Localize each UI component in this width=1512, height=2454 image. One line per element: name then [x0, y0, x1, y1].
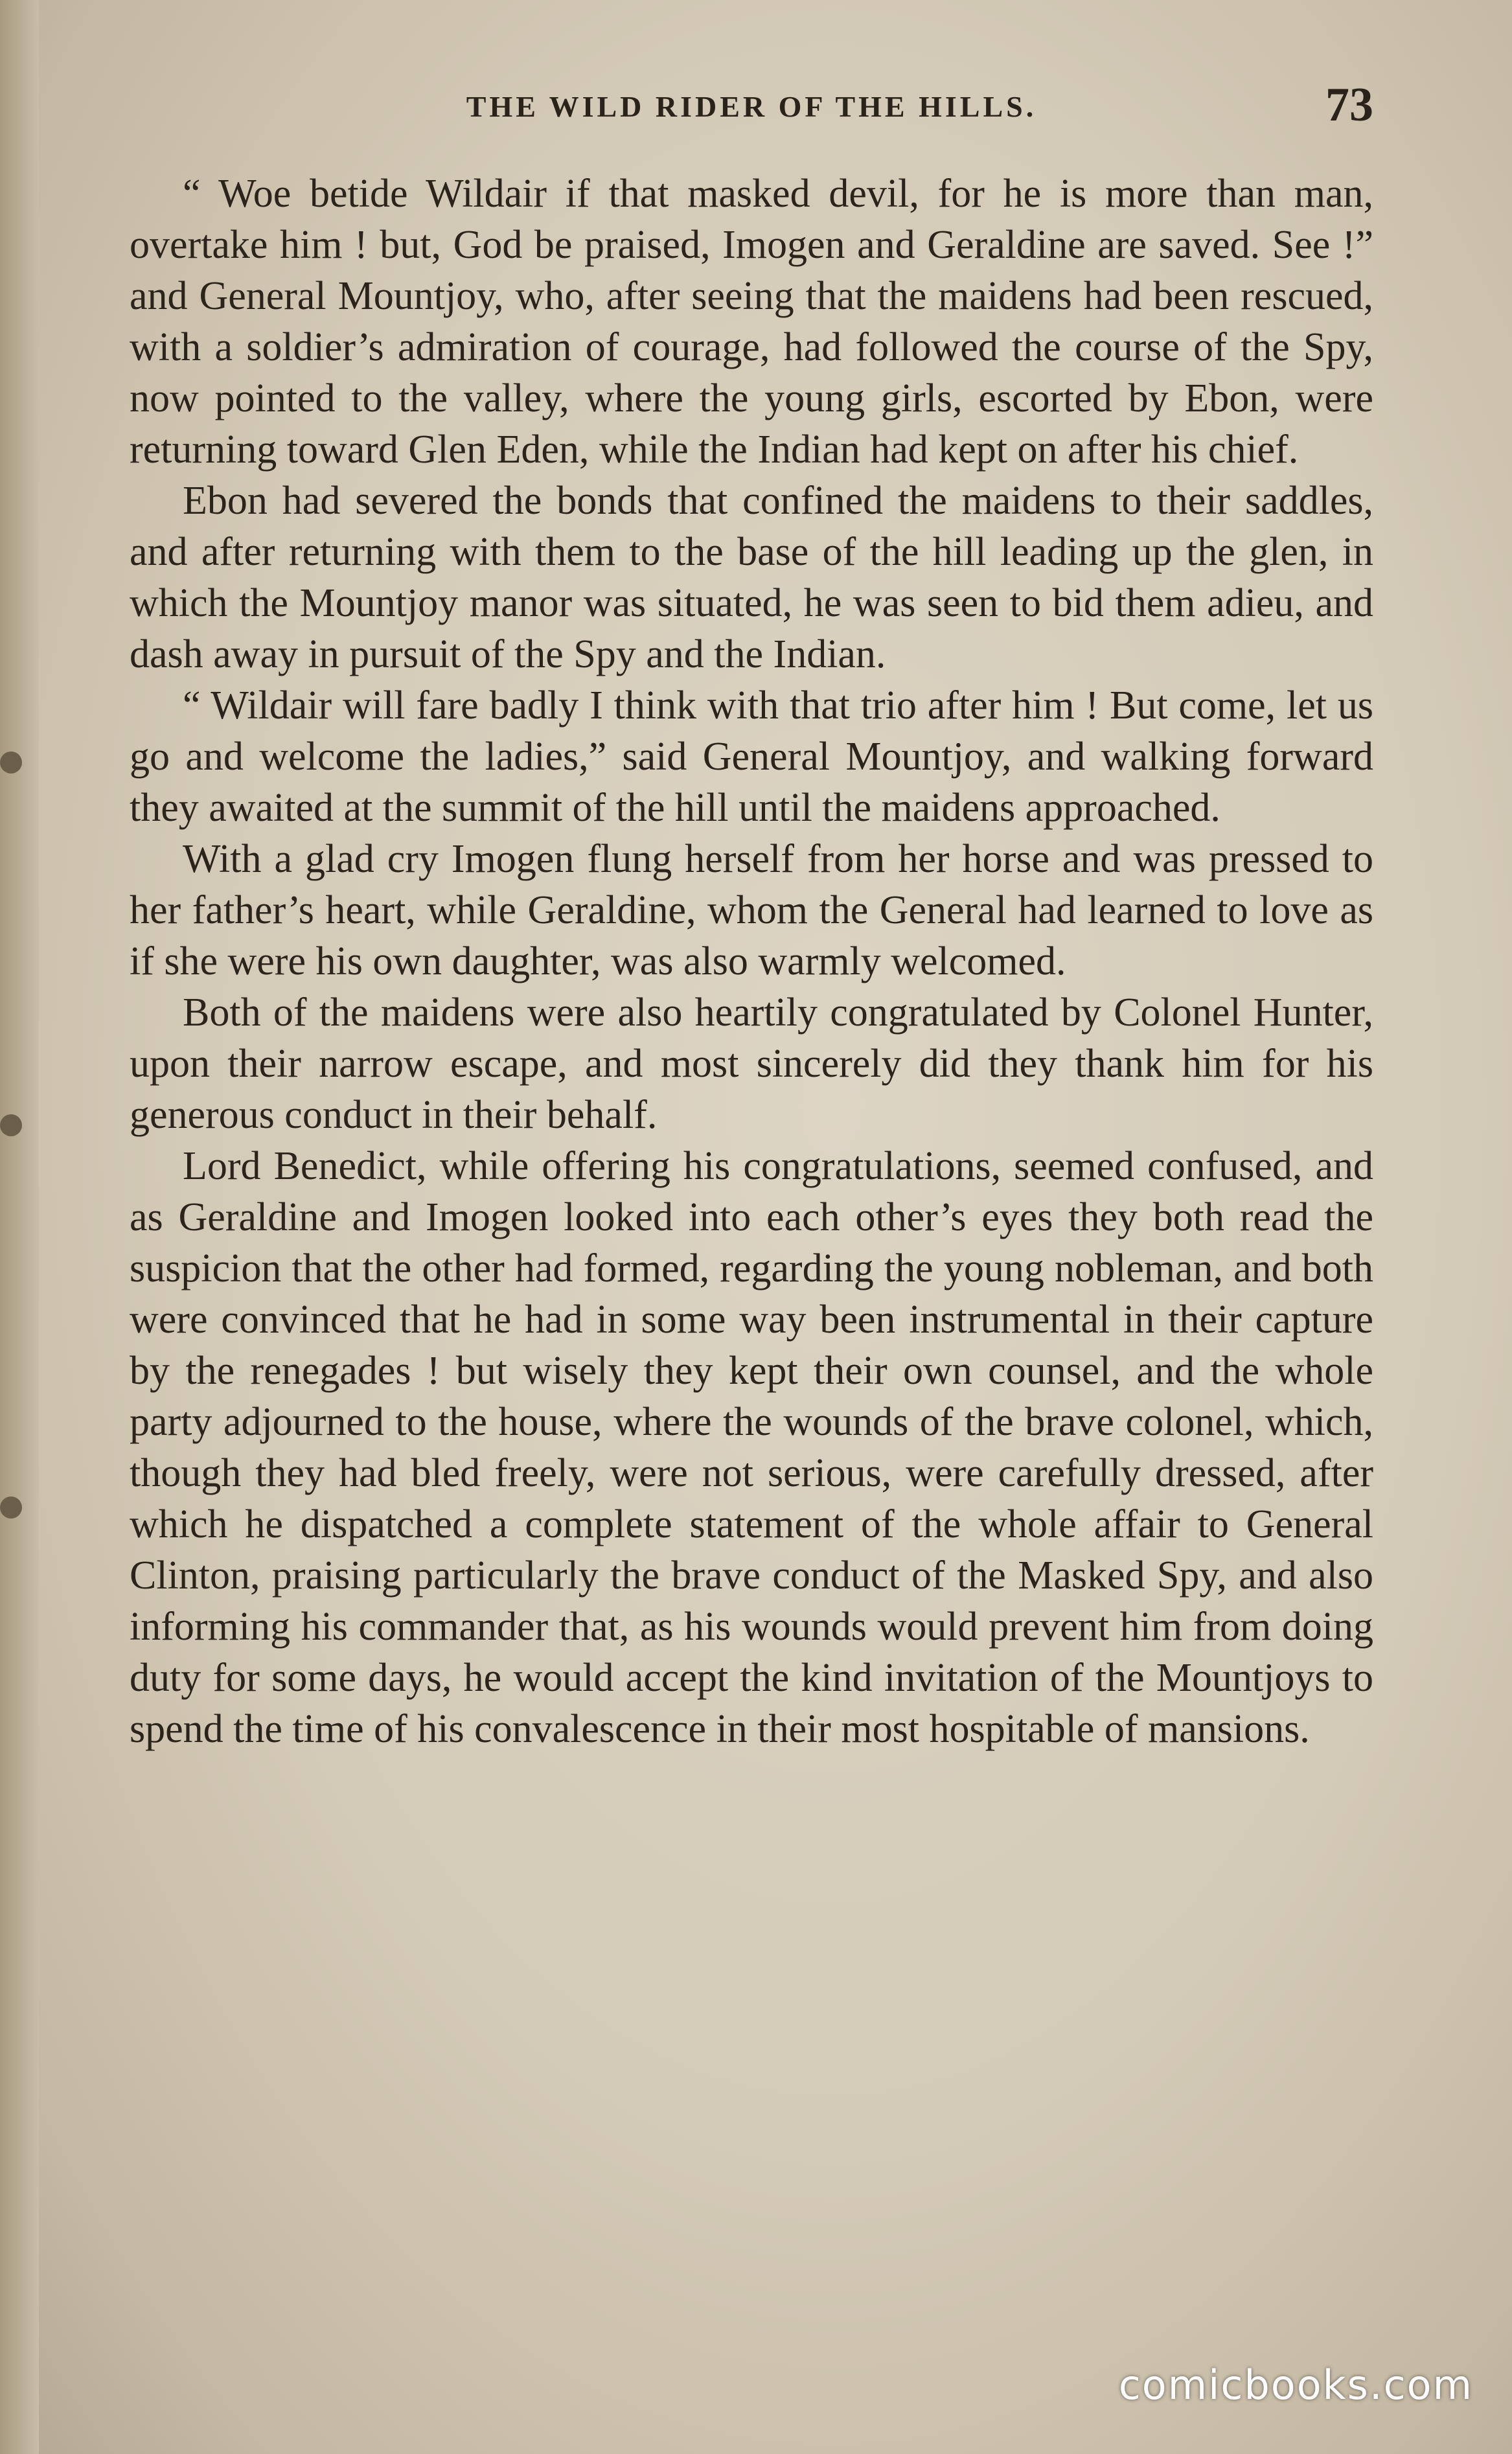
binding-hole [0, 1496, 22, 1519]
page-number: 73 [1325, 78, 1373, 132]
binding-edge [0, 0, 39, 2454]
running-title: THE WILD RIDER OF THE HILLS. [466, 90, 1037, 123]
paragraph: With a glad cry Imogen flung herself from her horse and was pressed to her father’s heart, while Geraldine, whom the General had learned to love as if she were his own daughter, was also warmly welcomed. [130, 837, 1373, 983]
paragraph: Ebon had severed the bonds that confined the maidens to their saddles, and after returning with them to the base of the hill leading up the glen, in which the Mountjoy manor was situated, he was seen to bid them adieu, and dash away in pursuit of the Spy and the Indian. [130, 479, 1373, 676]
paragraph: Both of the maidens were also heartily congratulated by Colonel Hunter, upon their narrow escape, and most sincerely did they thank him for his generous conduct in their behalf. [130, 991, 1373, 1137]
body-text [130, 168, 1373, 1755]
binding-hole [0, 1114, 22, 1136]
paragraph: “ Woe betide Wildair if that masked devil, for he is more than man, overtake him ! but, God be praised, Imogen and Geraldine are saved. See !” and General Mountjoy, who, after seeing that the maidens had been rescued, with a soldier’s admiration of courage, had followed the course of the Spy, now pointed to the valley, where the young girls, escorted by Ebon, were returning toward Glen Eden, while the Indian had kept on after his chief. [130, 172, 1373, 472]
binding-hole [0, 751, 22, 774]
watermark: comicbooks.com [1118, 2361, 1473, 2409]
paragraph: Lord Benedict, while offering his congratulations, seemed confused, and as Geraldine and Imogen looked into each other’s eyes they both read the suspicion that the other had formed, regarding the young nobleman, and both were convinced that he had in some way been instrumental in their capture by the renegades ! but wisely they kept their own counsel, and the whole party adjourned to the house, where the wounds of the brave colonel, which, though they had bled freely, were not serious, were carefully dressed, after which he dispatched a complete statement of the whole affair to General Clinton, praising particularly the brave conduct of the Masked Spy, and also informing his commander that, as his wounds would prevent him from doing duty for some days, he would accept the kind invitation of the Mountjoys to spend the time of his convalescence in their most hospitable of mansions. [130, 1144, 1373, 1751]
paragraph: “ Wildair will fare badly I think with that trio after him ! But come, let us go and welcome the ladies,” said General Mountjoy, and walking forward they awaited at the summit of the hill until the maidens approached. [130, 683, 1373, 830]
page-header [130, 78, 1373, 149]
